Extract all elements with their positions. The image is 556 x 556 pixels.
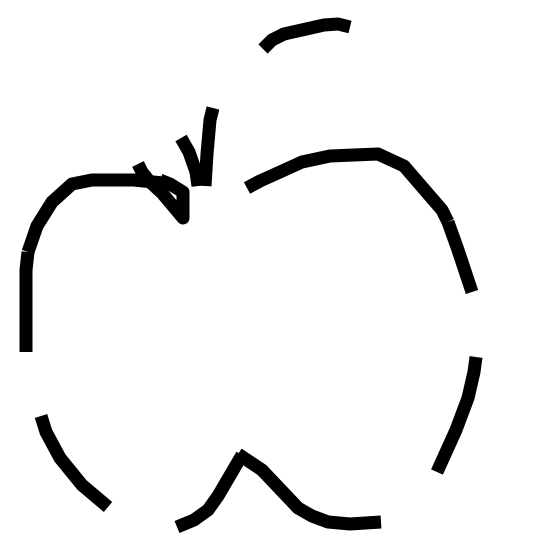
left-lobe-top-stroke <box>28 180 163 252</box>
stem-left-stroke <box>181 138 198 186</box>
stem-right-stroke <box>205 108 213 186</box>
arc-top-stroke <box>263 24 350 49</box>
right-lobe-top-stroke <box>247 154 448 222</box>
left-side-stroke <box>26 252 28 352</box>
bottom-right-stroke <box>238 454 381 524</box>
bottom-left-stroke <box>177 455 242 527</box>
leaf-notch-stroke <box>138 164 183 218</box>
right-side-lower-stroke <box>437 357 476 472</box>
right-side-upper-stroke <box>448 222 472 292</box>
left-bottom-stroke <box>41 416 108 507</box>
